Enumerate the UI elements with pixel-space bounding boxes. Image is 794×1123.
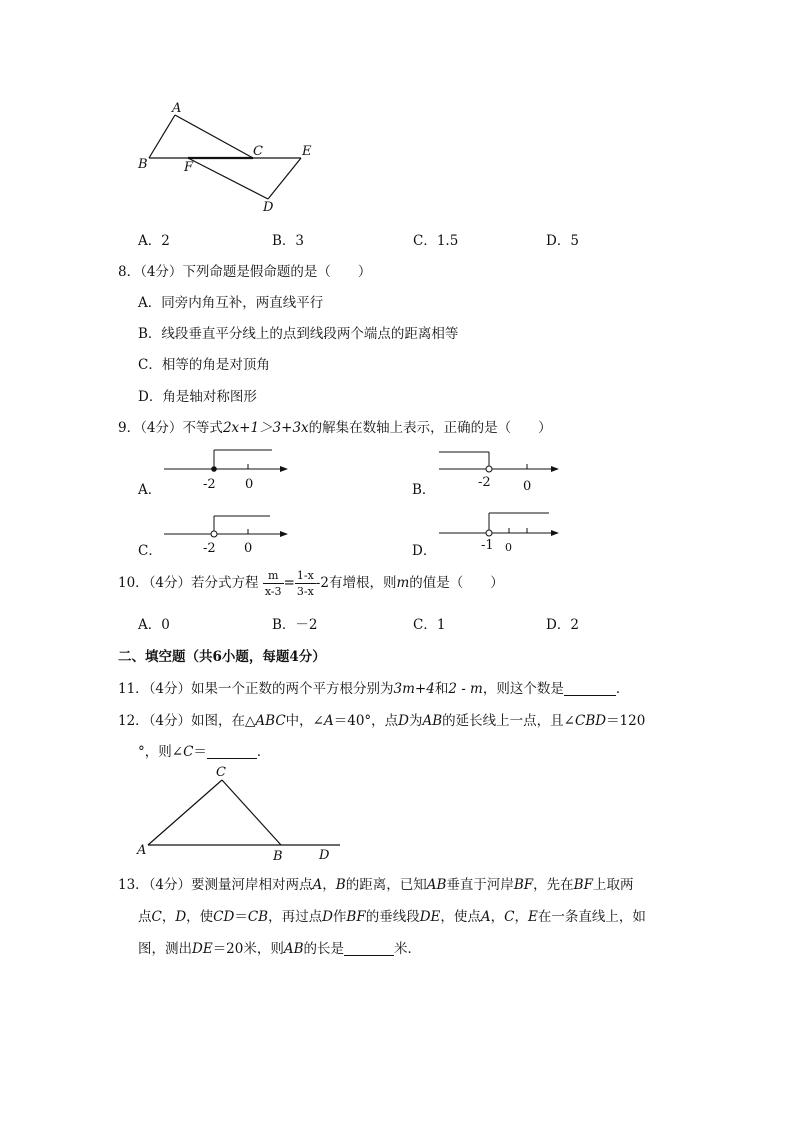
segment-fd	[188, 158, 268, 199]
tick-label: -2	[203, 477, 216, 492]
q9-number-line-d	[435, 505, 575, 557]
tick-label: 0	[505, 541, 512, 554]
text-fragment: ，	[322, 877, 336, 893]
segment-ab	[149, 115, 175, 158]
text-fragment: ，	[161, 909, 176, 925]
text-fragment: ，使	[186, 909, 214, 925]
q7-figure	[130, 98, 330, 218]
math-variable: AB	[283, 941, 304, 957]
label-f: F	[184, 160, 194, 175]
label-d: D	[319, 848, 330, 863]
label-b: B	[138, 157, 148, 172]
q9-option-d-letter: D．	[412, 543, 437, 559]
answer-blank[interactable]	[344, 941, 394, 956]
math-variable: AB	[426, 877, 447, 893]
label-d: D	[263, 200, 274, 215]
label-a: A	[137, 843, 147, 858]
text-fragment: 垂直于河岸	[446, 877, 514, 893]
q7-option-b: B．3	[272, 233, 305, 249]
q12-stem-line2: °，则∠C＝ ．	[138, 744, 271, 760]
q8-option-a: A．同旁内角互补，两直线平行	[138, 295, 324, 311]
q13-stem-line2	[138, 905, 646, 925]
q8-stem: 8．（4分）下列命题是假命题的是（ ）	[118, 264, 372, 280]
math-variable: D	[322, 909, 333, 925]
label-a: A	[172, 101, 182, 116]
hollow-dot-icon	[211, 531, 217, 537]
math-variable: A	[312, 877, 323, 893]
q7-option-c: C．1.5	[413, 233, 459, 249]
q12-stem-line1: 12．（4分）如图，在△ABC中，∠A＝40°，点D为AB的延长线上一点，且∠CBD＝120	[118, 713, 646, 729]
q10-option-c: C．1	[413, 617, 446, 633]
math-variable: BF	[346, 909, 366, 925]
q9-number-line-a	[160, 445, 300, 495]
answer-blank[interactable]	[207, 744, 257, 759]
q11-stem: 11．（4分）如果一个正数的两个平方根分别为3m+4和2 - m，则这个数是 ．	[118, 681, 630, 697]
math-variable: C	[151, 909, 162, 925]
section-heading: 二、填空题（共6小题，每题4分）	[118, 649, 326, 665]
tick-label: -2	[478, 475, 491, 490]
math-variable: DE	[419, 909, 441, 925]
q10-option-b: B．－2	[272, 617, 318, 633]
tick-label: 0	[244, 541, 253, 556]
q7-option-d: D．5	[546, 233, 579, 249]
tick-label: -2	[203, 541, 216, 556]
text-fragment: 上取两	[592, 877, 634, 893]
solid-dot-icon	[211, 466, 217, 472]
label-c: C	[216, 765, 226, 780]
q7-option-a: A．2	[138, 233, 170, 249]
label-e: E	[302, 144, 312, 159]
tick-label: 0	[523, 479, 532, 494]
math-variable: BF	[573, 877, 593, 893]
segment-ac	[148, 780, 222, 845]
q12-figure	[130, 760, 360, 865]
q8-option-d: D．角是轴对称图形	[138, 389, 257, 405]
q8-option-c: C．相等的角是对顶角	[138, 357, 270, 373]
math-variable: B	[335, 877, 346, 893]
math-variable: CD	[213, 909, 235, 925]
math-variable: CB	[247, 909, 269, 925]
text-fragment: 要测量河岸相对两点	[191, 877, 313, 893]
q13-stem-line3: 图，测出DE＝20米，则AB的长是 米．	[138, 941, 422, 957]
q9-option-a-letter: A．	[138, 482, 162, 498]
text-fragment: 点	[138, 909, 152, 925]
q9-option-b-letter: B．	[412, 482, 436, 498]
hollow-dot-icon	[486, 466, 492, 472]
text-fragment: ，再过点	[268, 909, 323, 925]
q9-stem: 9．（4分）不等式2x+1＞3+3x的解集在数轴上表示，正确的是（ ）	[118, 420, 552, 436]
q13-stem-line1: 13．（4分）要测量河岸相对两点A，B的距离，已知AB垂直于河岸BF，先在BF上取两	[118, 877, 634, 893]
text-fragment: 的长是	[303, 941, 345, 957]
text-fragment: ＝	[234, 909, 248, 925]
math-variable: DE	[192, 941, 213, 957]
fraction-1-minus-x-over-3-minus-x: $\frac{1-x}{3-x}$	[296, 569, 314, 598]
answer-blank[interactable]	[564, 681, 616, 696]
text-fragment: ＝20米，则	[212, 941, 284, 957]
math-variable: D	[175, 909, 187, 925]
text-fragment: 的距离，已知	[345, 877, 427, 893]
text-fragment: ，	[490, 909, 505, 925]
text-fragment: ，	[514, 909, 528, 925]
text-fragment: 的垂线段	[365, 909, 420, 925]
q10-option-a: A．0	[138, 617, 170, 633]
tick-label: -1	[481, 538, 494, 553]
fraction-m-over-x-minus-3: $\frac{m}{x-3}$	[264, 569, 282, 598]
math-variable: BF	[513, 877, 534, 893]
segment-ac	[175, 115, 253, 158]
segment-cb	[222, 780, 281, 845]
text-fragment: ，先在	[533, 877, 574, 893]
label-c: C	[253, 144, 263, 159]
text-fragment: 作	[332, 909, 347, 925]
label-b: B	[273, 849, 283, 864]
q9-option-c-letter: C．	[138, 543, 162, 559]
tick-label: 0	[245, 477, 254, 492]
hollow-dot-icon	[486, 530, 492, 536]
q10-option-d: D．2	[546, 617, 579, 633]
math-variable: A	[480, 909, 491, 925]
q9-number-line-c	[160, 508, 300, 558]
segment-ed	[268, 158, 301, 199]
text-fragment: 图，测出	[138, 941, 192, 957]
text-fragment: ，使点	[440, 909, 481, 925]
math-variable: C	[504, 909, 515, 925]
math-variable: E	[527, 909, 538, 925]
q9-number-line-b	[435, 445, 575, 495]
q8-option-b: B．线段垂直平分线上的点到线段两个端点的距离相等	[138, 326, 459, 342]
q10-stem: 10．（4分）若分式方程 $\frac{m}{x-3}$ = $\frac{1-x}{3-x}$ -2有增根，则m的值是（ ）	[118, 569, 504, 598]
text-fragment: 在一条直线上，如	[537, 909, 646, 925]
